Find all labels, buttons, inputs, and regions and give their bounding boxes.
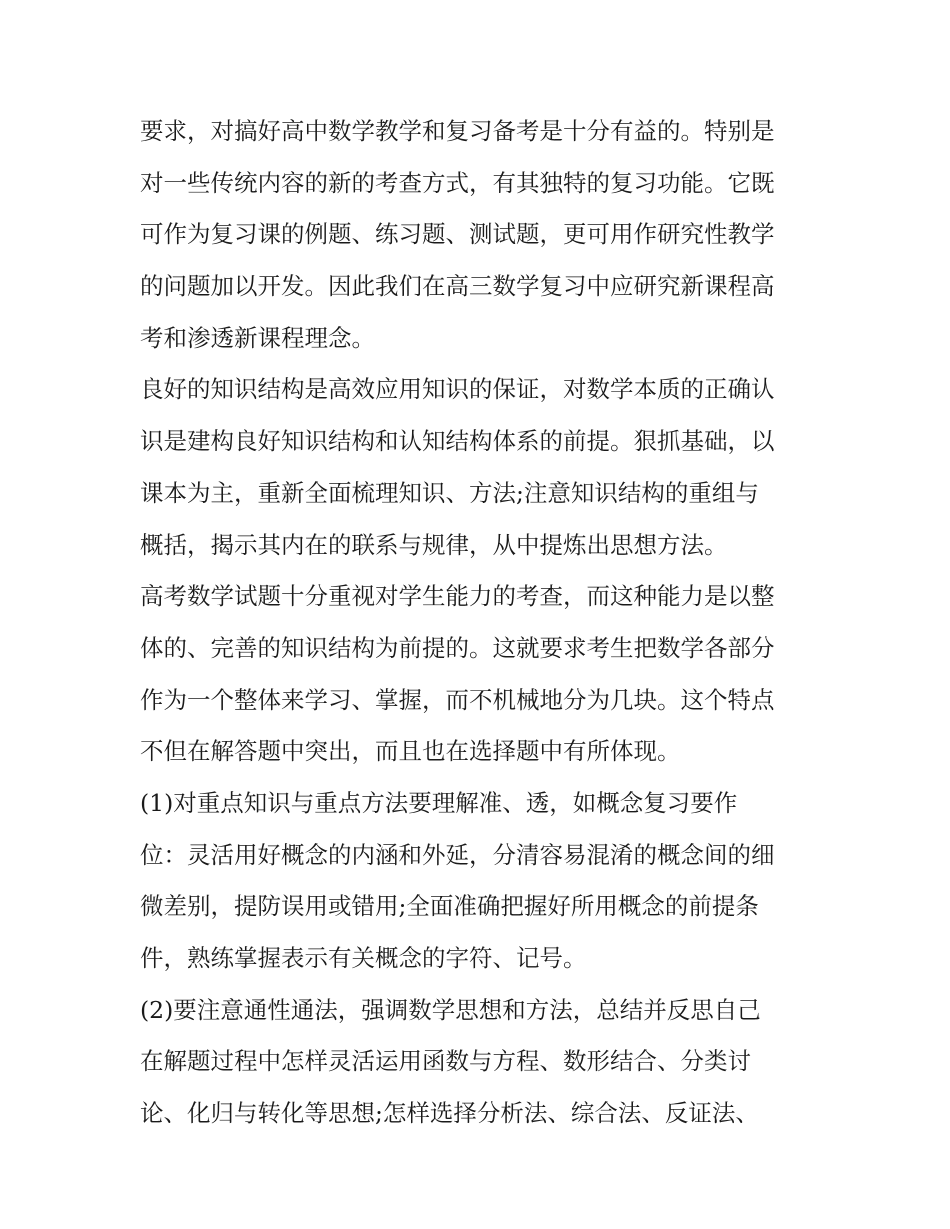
text-line: 论、化归与转化等思想;怎样选择分析法、综合法、反证法、 [140, 1099, 759, 1128]
text-line: 在解题过程中怎样灵活运用函数与方程、数形结合、分类讨 [140, 1047, 751, 1076]
text-line: 要求，对搞好高中数学教学和复习备考是十分有益的。特别是 [140, 117, 775, 145]
text-line: 体的、完善的知识结构为前提的。这就要求考生把数学各部分 [140, 633, 775, 662]
text-line: 件，熟练掌握表示有关概念的字符、记号。 [140, 944, 587, 972]
paragraph-5 [140, 985, 820, 1140]
text-line: 识是建构良好知识结构和认知结构体系的前提。狠抓基础，以 [140, 427, 775, 456]
text-line: 良好的知识结构是高效应用知识的保证，对数学本质的正确认 [140, 375, 775, 404]
paragraph-1 [140, 106, 820, 364]
text-line: 考和渗透新课程理念。 [140, 323, 375, 352]
document-body [140, 106, 820, 1140]
text-line: 的问题加以开发。因此我们在高三数学复习中应研究新课程高 [140, 272, 775, 301]
text-line: (2)要注意通性通法，强调数学思想和方法，总结并反思自己 [140, 995, 761, 1024]
text-line: 可作为复习课的例题、练习题、测试题，更可用作研究性教学 [140, 220, 775, 249]
text-line: 不但在解答题中突出，而且也在选择题中有所体现。 [140, 737, 681, 766]
text-line: 课本为主，重新全面梳理知识、方法;注意知识结构的重组与 [140, 478, 759, 507]
paragraph-2 [140, 364, 820, 571]
text-line: 位：灵活用好概念的内涵和外延，分清容易混淆的概念间的细 [140, 840, 775, 869]
paragraph-3 [140, 571, 820, 778]
paragraph-4 [140, 778, 820, 985]
text-line: (1)对重点知识与重点方法要理解准、透，如概念复习要作 [140, 788, 738, 817]
text-line: 对一些传统内容的新的考查方式，有其独特的复习功能。它既 [140, 168, 775, 197]
text-line: 作为一个整体来学习、掌握，而不机械地分为几块。这个特点 [140, 685, 775, 714]
text-line: 概括，揭示其内在的联系与规律，从中提炼出思想方法。 [140, 530, 728, 559]
text-line: 高考数学试题十分重视对学生能力的考查，而这种能力是以整 [140, 582, 775, 611]
text-line: 微差别，提防误用或错用;全面准确把握好所用概念的前提条 [140, 892, 759, 921]
